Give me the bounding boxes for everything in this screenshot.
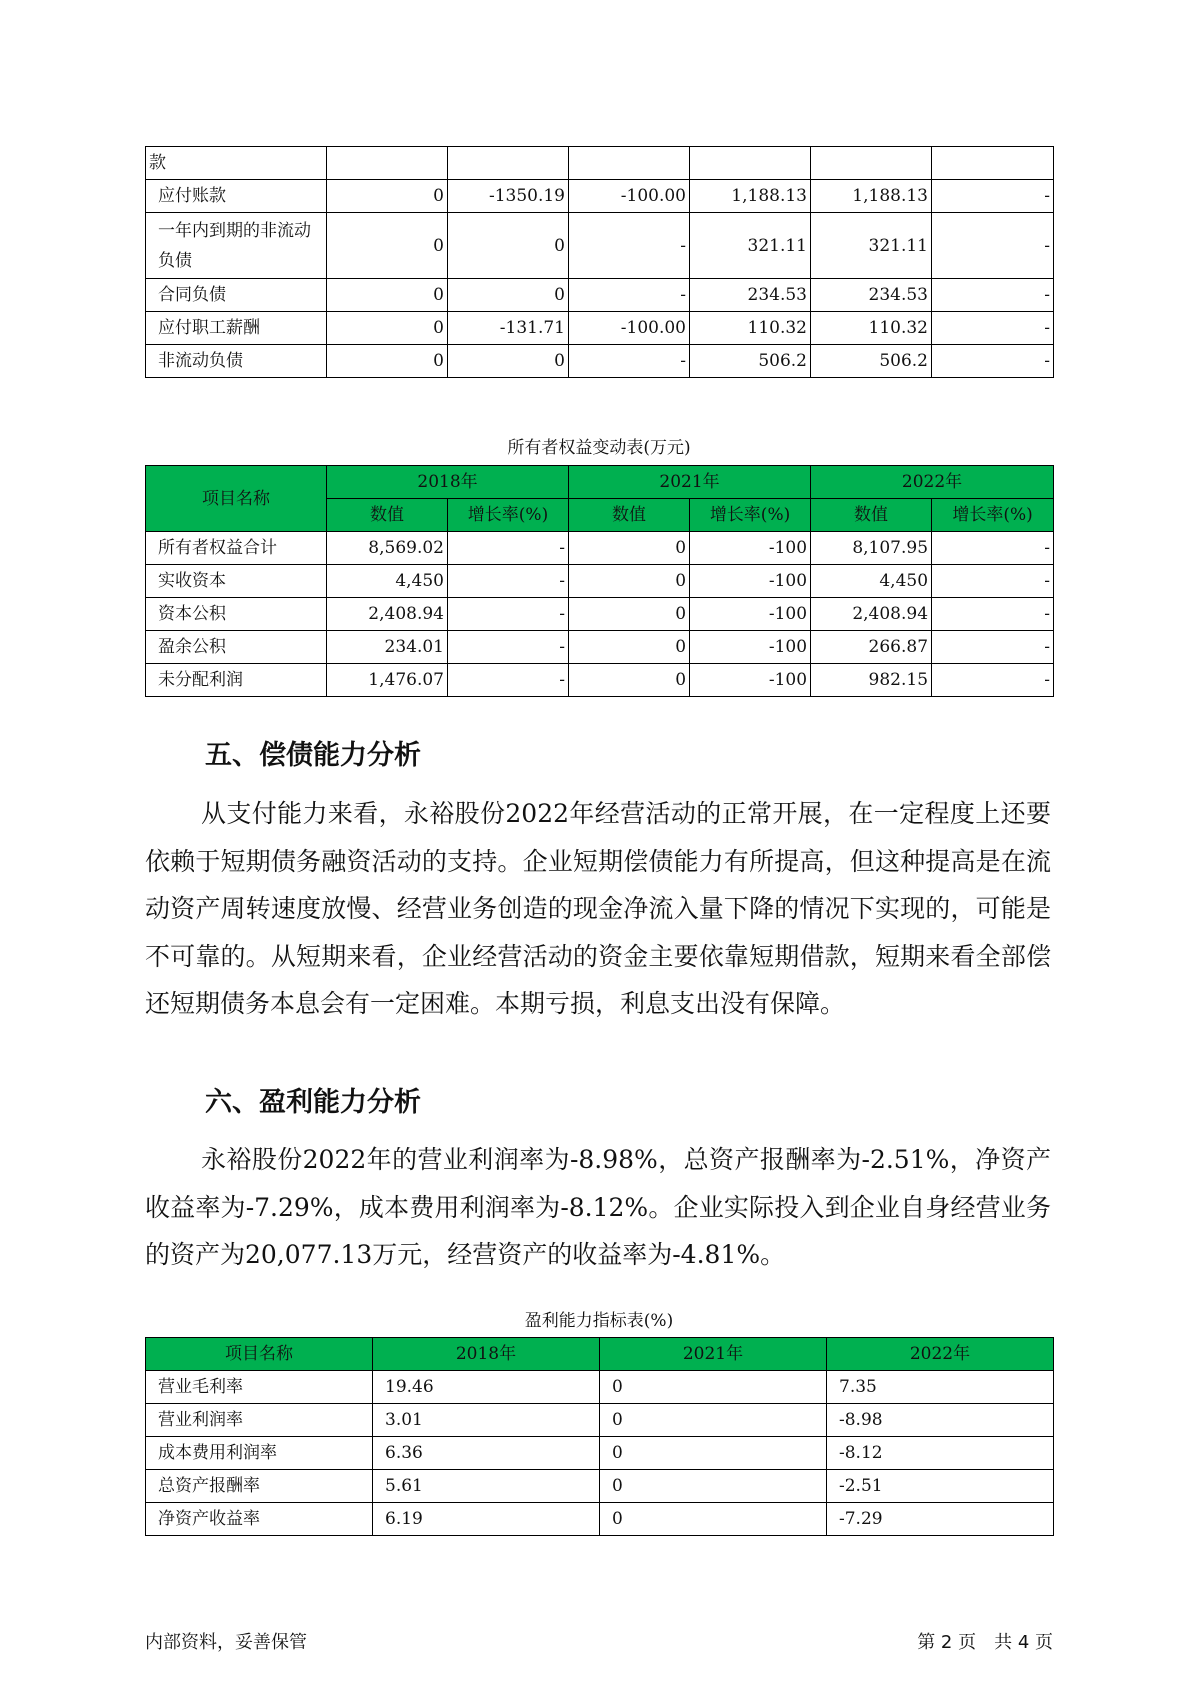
cell: [690, 147, 811, 180]
cell: 0: [448, 213, 569, 279]
footer-page-number: 第 2 页 共 4 页: [917, 1632, 1053, 1653]
table-row: [146, 180, 1054, 213]
cell: -2.51: [827, 1470, 1054, 1503]
cell: -: [569, 279, 690, 312]
cell: 506.2: [690, 345, 811, 378]
cell: 0: [327, 345, 448, 378]
cell: 234.01: [327, 631, 448, 664]
cell: 0: [569, 532, 690, 565]
cell: -8.98: [827, 1404, 1054, 1437]
header-item-name: 项目名称: [146, 1338, 373, 1371]
cell: -131.71: [448, 312, 569, 345]
cell: [932, 147, 1054, 180]
header-year: 2022年: [811, 466, 1054, 499]
row-name: 未分配利润: [146, 664, 327, 697]
row-name: 实收资本: [146, 565, 327, 598]
header-growth: 增长率(%): [932, 499, 1054, 532]
footer-confidential-note: 内部资料，妥善保管: [145, 1632, 307, 1653]
table-header-row: [146, 1338, 1054, 1371]
header-year: 2018年: [327, 466, 569, 499]
cell: -: [448, 532, 569, 565]
cell: 6.36: [373, 1437, 600, 1470]
cell: 0: [448, 345, 569, 378]
table-row: [146, 565, 1054, 598]
cell: 0: [569, 631, 690, 664]
cell: 5.61: [373, 1470, 600, 1503]
cell: 0: [600, 1503, 827, 1536]
cell: 7.35: [827, 1371, 1054, 1404]
cell: -: [932, 631, 1054, 664]
profitability-table: [145, 1337, 1054, 1536]
cell: -: [932, 213, 1054, 279]
cell: [327, 147, 448, 180]
cell: 1,188.13: [690, 180, 811, 213]
cell: -: [569, 213, 690, 279]
cell: -100.00: [569, 312, 690, 345]
cell: 0: [327, 213, 448, 279]
cell: -: [932, 180, 1054, 213]
row-name: 应付职工薪酬: [146, 312, 327, 345]
row-name: 非流动负债: [146, 345, 327, 378]
cell: -: [932, 532, 1054, 565]
row-name: 营业毛利率: [146, 1371, 373, 1404]
profitability-table-caption: 盈利能力指标表(%): [524, 1311, 674, 1331]
cell: 2,408.94: [327, 598, 448, 631]
row-name: 合同负债: [146, 279, 327, 312]
header-value: 数值: [811, 499, 932, 532]
row-name: 营业利润率: [146, 1404, 373, 1437]
cell: -: [932, 312, 1054, 345]
cell: 0: [327, 312, 448, 345]
row-name: 成本费用利润率: [146, 1437, 373, 1470]
cell: 19.46: [373, 1371, 600, 1404]
cell: 4,450: [327, 565, 448, 598]
header-year: 2022年: [827, 1338, 1054, 1371]
cell: -: [448, 598, 569, 631]
row-name: 总资产报酬率: [146, 1470, 373, 1503]
table-row: [146, 1371, 1054, 1404]
cell: -100: [690, 598, 811, 631]
cell: 0: [569, 565, 690, 598]
profitability-paragraph: 永裕股份2022年的营业利润率为-8.98%，总资产报酬率为-2.51%，净资产收益率为-7.29%，成本费用利润率为-8.12%。企业实际投入到企业自身经营业务的资产为20,077.13万元，经营资产的收益率为-4.81%。: [145, 1145, 1051, 1269]
row-name: 应付账款: [146, 180, 327, 213]
header-year: 2018年: [373, 1338, 600, 1371]
cell: 0: [600, 1470, 827, 1503]
cell: -100: [690, 532, 811, 565]
liabilities-table: [145, 146, 1054, 378]
header-value: 数值: [569, 499, 690, 532]
cell: 982.15: [811, 664, 932, 697]
table-row: [146, 345, 1054, 378]
cell: 321.11: [811, 213, 932, 279]
cell: 2,408.94: [811, 598, 932, 631]
cell: -7.29: [827, 1503, 1054, 1536]
equity-table-caption: 所有者权益变动表(万元): [507, 438, 691, 458]
header-growth: 增长率(%): [448, 499, 569, 532]
header-item-name: 项目名称: [146, 466, 327, 532]
cell: 0: [569, 664, 690, 697]
cell: 234.53: [690, 279, 811, 312]
cell: [811, 147, 932, 180]
cell: [448, 147, 569, 180]
cell: 266.87: [811, 631, 932, 664]
table-row: [146, 147, 1054, 180]
solvency-paragraph: 从支付能力来看，永裕股份2022年经营活动的正常开展，在一定程度上还要依赖于短期债务融资活动的支持。企业短期偿债能力有所提高，但这种提高是在流动资产周转速度放慢、经营业务创造的现金净流入量下降的情况下实现的，可能是不可靠的。从短期来看，企业经营活动的资金主要依靠短期借款，短期来看全部偿还短期债务本息会有一定困难。本期亏损，利息支出没有保障。: [145, 799, 1051, 1018]
cell: 1,188.13: [811, 180, 932, 213]
cell: 321.11: [690, 213, 811, 279]
cell: -: [932, 279, 1054, 312]
cell: -: [448, 565, 569, 598]
table-row: [146, 1470, 1054, 1503]
table-row: [146, 1437, 1054, 1470]
table-row: [146, 664, 1054, 697]
table-row: [146, 312, 1054, 345]
header-year: 2021年: [600, 1338, 827, 1371]
table-row: [146, 532, 1054, 565]
table-row: [146, 1503, 1054, 1536]
cell: -: [448, 664, 569, 697]
row-name: 资本公积: [146, 598, 327, 631]
cell: 8,569.02: [327, 532, 448, 565]
section-heading-profitability: 六、盈利能力分析: [205, 1087, 421, 1118]
cell: 4,450: [811, 565, 932, 598]
cell: -: [932, 565, 1054, 598]
cell: 0: [569, 598, 690, 631]
row-name: 所有者权益合计: [146, 532, 327, 565]
table-row: [146, 1404, 1054, 1437]
cell: 234.53: [811, 279, 932, 312]
cell: 0: [448, 279, 569, 312]
cell: -100: [690, 664, 811, 697]
row-name: 一年内到期的非流动负债: [146, 213, 327, 279]
cell: 0: [327, 279, 448, 312]
cell: -: [932, 345, 1054, 378]
cell: 0: [600, 1437, 827, 1470]
cell: -: [932, 664, 1054, 697]
row-name: 盈余公积: [146, 631, 327, 664]
cell: 8,107.95: [811, 532, 932, 565]
table-row: [146, 598, 1054, 631]
header-year: 2021年: [569, 466, 811, 499]
section-heading-solvency: 五、偿债能力分析: [205, 740, 421, 771]
equity-table: [145, 465, 1054, 697]
cell: 110.32: [811, 312, 932, 345]
cell: 3.01: [373, 1404, 600, 1437]
cell: 0: [600, 1371, 827, 1404]
cell: -100: [690, 631, 811, 664]
row-name: 款: [146, 147, 327, 180]
header-value: 数值: [327, 499, 448, 532]
cell: -100: [690, 565, 811, 598]
cell: -8.12: [827, 1437, 1054, 1470]
cell: 0: [327, 180, 448, 213]
cell: 0: [600, 1404, 827, 1437]
cell: -: [932, 598, 1054, 631]
table-row: [146, 279, 1054, 312]
cell: 6.19: [373, 1503, 600, 1536]
cell: [569, 147, 690, 180]
cell: -: [569, 345, 690, 378]
cell: 110.32: [690, 312, 811, 345]
row-name: 净资产收益率: [146, 1503, 373, 1536]
cell: 1,476.07: [327, 664, 448, 697]
cell: -: [448, 631, 569, 664]
cell: 506.2: [811, 345, 932, 378]
cell: -100.00: [569, 180, 690, 213]
table-row: [146, 213, 1054, 279]
header-growth: 增长率(%): [690, 499, 811, 532]
table-header-row: [146, 466, 1054, 499]
cell: -1350.19: [448, 180, 569, 213]
table-row: [146, 631, 1054, 664]
